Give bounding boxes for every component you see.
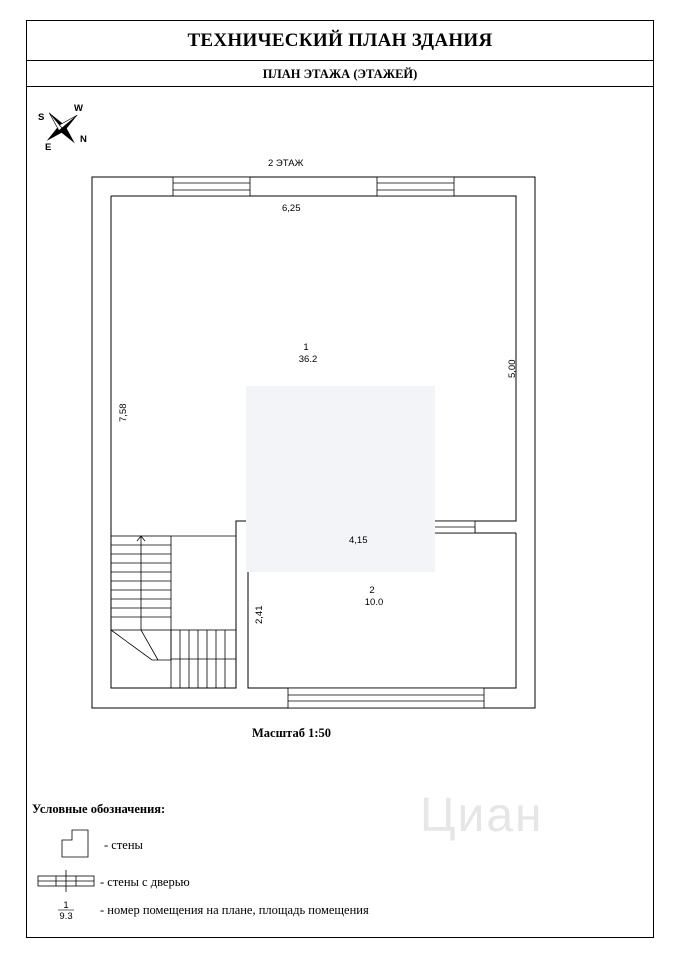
- dimension-right: 5,00: [507, 359, 518, 378]
- dimension-top: 6,25: [282, 203, 301, 214]
- stair-opening-area: [246, 386, 435, 572]
- window-top-right: [377, 177, 454, 196]
- compass-letter-n: N: [80, 134, 87, 145]
- legend-title: Условные обозначения:: [32, 802, 166, 816]
- window-top-left: [173, 177, 250, 196]
- legend-wall-door-icon: [38, 870, 94, 892]
- compass-letter-e: E: [45, 142, 52, 153]
- legend-room-number-text: - номер помещения на плане, площадь помещения: [100, 903, 369, 917]
- dimension-partition: 4,15: [349, 535, 368, 546]
- legend-room-number: 1: [63, 900, 69, 911]
- dimension-left: 7,58: [118, 403, 129, 422]
- compass-letter-s: S: [38, 112, 45, 123]
- floor-label: 2 ЭТАЖ: [268, 158, 304, 169]
- room-2-number: 2: [369, 585, 375, 596]
- window-bottom: [288, 688, 484, 708]
- legend-walls-text: - стены: [104, 838, 143, 852]
- document-subtitle: ПЛАН ЭТАЖА (ЭТАЖЕЙ): [262, 67, 418, 81]
- document-title: ТЕХНИЧЕСКИЙ ПЛАН ЗДАНИЯ: [187, 30, 493, 51]
- room-1-number: 1: [303, 342, 309, 353]
- compass-letter-w: W: [74, 103, 83, 114]
- dimension-room2: 2,41: [254, 605, 265, 624]
- legend-room-number-icon: [58, 900, 74, 922]
- room-1-area: 36.2: [298, 354, 318, 365]
- scale-label: Масштаб 1:50: [252, 726, 331, 740]
- watermark-logo: Циан: [420, 789, 544, 842]
- legend-walls-icon: [62, 830, 88, 857]
- staircase: [111, 536, 236, 688]
- legend-room-area: 9.3: [59, 911, 73, 922]
- legend-wall-door-text: - стены с дверью: [100, 875, 190, 889]
- room-2-area: 10.0: [364, 597, 384, 608]
